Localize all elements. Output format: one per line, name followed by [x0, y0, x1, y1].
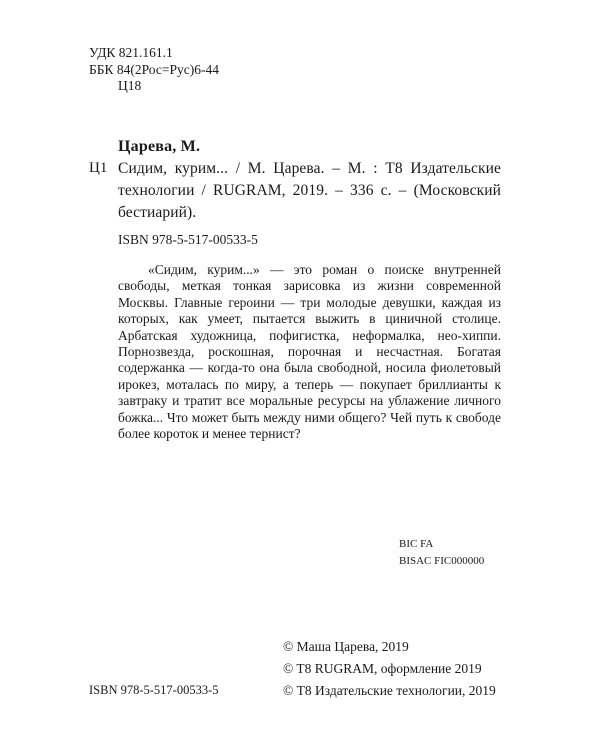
bbk-code: ББК 84(2Рос=Рус)6-44	[89, 62, 219, 77]
annotation-paragraph: «Сидим, курим...» — это роман о поиске внутренней свободы, меткая тонкая зарисовка из жизни современной Москвы. Главные героини — три молодые девушки, каждая из которых, как умеет, пытается выжить в циничной столице. Арбатская художница, пофигистка, неформалка, нео-хиппи. Порнозвезда, роскошная, порочная и несчастная. Богатая содержанка — когда-то она была свободной, носила фиолетовый ирокез, моталась по миру, а теперь — покупает бриллианты к завтраку и тратит все моральные ресурсы на ублажение личного божка... Что может быть между ними общего? Чей путь к свободе более короток и менее тернист?	[118, 262, 501, 442]
bisac-code: BISAC FIC000000	[399, 555, 485, 567]
copyright-line: © Маша Царева, 2019	[283, 639, 409, 654]
footer-isbn: ISBN 978-5-517-00533-5	[89, 683, 219, 697]
bibliographic-description: Сидим, курим... / М. Царева. – М. : Т8 Издательские технологии / RUGRAM, 2019. – 336 с. – (Московский бестиарий).	[118, 160, 501, 221]
copyright-line: © T8 RUGRAM, оформление 2019	[283, 661, 482, 676]
copyright-line: © Т8 Издательские технологии, 2019	[283, 683, 496, 698]
udk-code: УДК 821.161.1	[89, 45, 173, 60]
author-heading: Царева, М.	[118, 138, 201, 155]
bic-code: BIC FA	[399, 538, 434, 550]
author-mark: Ц1	[89, 160, 108, 176]
author-sign-code: Ц18	[118, 78, 142, 93]
isbn: ISBN 978-5-517-00533-5	[118, 232, 258, 247]
